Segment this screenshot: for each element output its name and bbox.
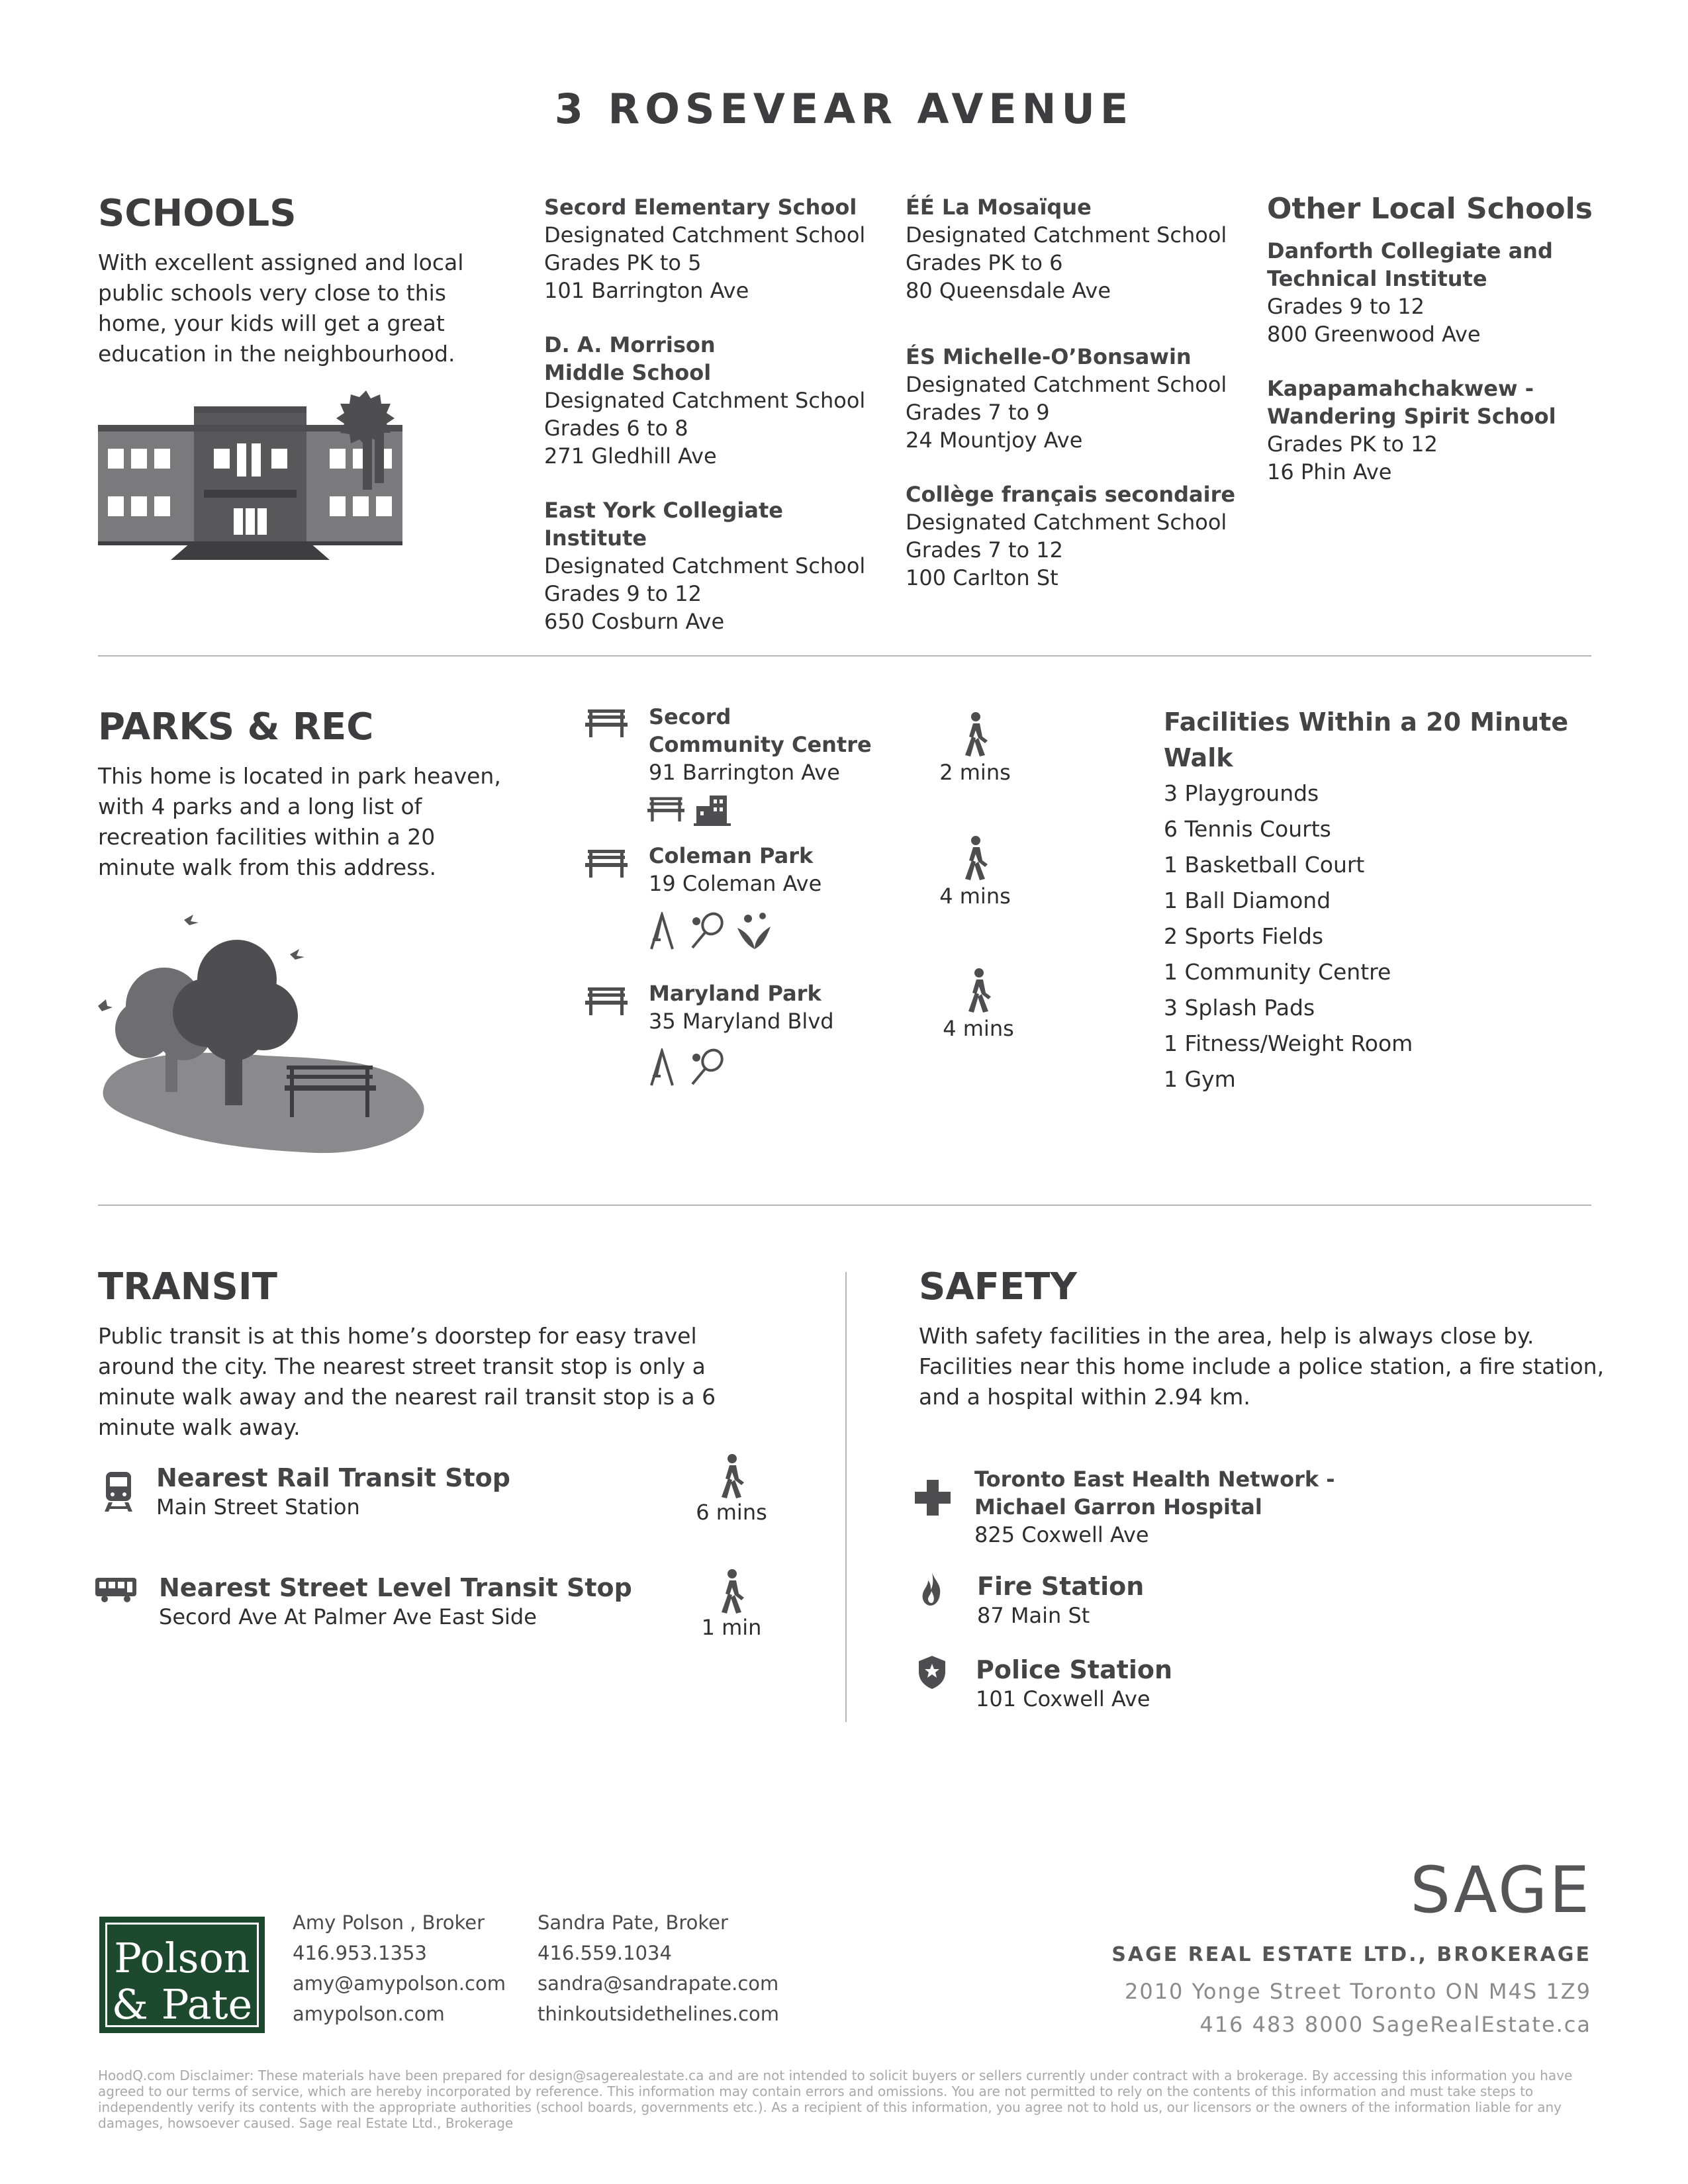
safety-intro: With safety facilities in the area, help is always close by. Facilities near this home include a police station, a fire station, and a hospital within 2.94 km.: [919, 1323, 1605, 1410]
bench-icon: [585, 985, 628, 1017]
tennis-icon: [688, 912, 726, 950]
hospital: [974, 1465, 1504, 1549]
agent-email[interactable]: sandra@sandrapate.com: [538, 1972, 779, 1995]
rail-stop-label: Nearest Rail Transit Stop: [156, 1463, 510, 1492]
brokerage-address: 2010 Yonge Street Toronto ON M4S 1Z9: [1124, 1979, 1591, 2004]
section-divider: [98, 1205, 1591, 1206]
walking-person-icon: [960, 711, 990, 758]
agent-sandra: [538, 1907, 802, 2029]
facility-item: 3 Splash Pads: [1164, 995, 1315, 1021]
logo-line: & Pate: [111, 1980, 253, 2028]
school-name: Middle School: [544, 360, 712, 385]
police-station: [976, 1655, 1439, 1713]
school-address: 16 Phin Ave: [1267, 459, 1392, 484]
school-entry: [1267, 375, 1611, 486]
agent-phone[interactable]: 416.559.1034: [538, 1942, 672, 1964]
fire-station: [977, 1571, 1440, 1629]
walk-time: 6 mins: [696, 1500, 767, 1525]
school-entry: [1267, 237, 1611, 348]
hospital-cross-icon: [915, 1480, 951, 1516]
facility-item: 2 Sports Fields: [1164, 923, 1324, 949]
agent-email[interactable]: amy@amypolson.com: [293, 1972, 506, 1995]
school-grades: Grades 9 to 12: [1267, 294, 1425, 319]
agent-website[interactable]: thinkoutsidethelines.com: [538, 2003, 780, 2025]
hospital-name: Michael Garron Hospital: [974, 1494, 1262, 1520]
swing-icon: [647, 1048, 679, 1087]
street-stop-name: Secord Ave At Palmer Ave East Side: [159, 1604, 537, 1629]
rail-stop: [156, 1463, 686, 1521]
walk-time: 4 mins: [939, 884, 1011, 909]
school-entry: [544, 331, 888, 470]
school-address: 650 Cosburn Ave: [544, 609, 725, 634]
park-amenity-icons: [647, 912, 774, 950]
fire-station-name: Fire Station: [977, 1572, 1145, 1601]
school-address: 24 Mountjoy Ave: [906, 428, 1083, 453]
walking-person-icon: [716, 1453, 747, 1500]
school-name: Wandering Spirit School: [1267, 404, 1556, 429]
agent-name: Amy Polson , Broker: [293, 1911, 485, 1934]
school-address: 271 Gledhill Ave: [544, 443, 717, 469]
school-grades: Grades 9 to 12: [544, 581, 702, 606]
splash-icon: [735, 912, 774, 950]
agent-name: Sandra Pate, Broker: [538, 1911, 728, 1934]
facility-item: 1 Fitness/Weight Room: [1164, 1030, 1413, 1056]
safety-heading: SAFETY: [919, 1265, 1077, 1308]
school-grades: Grades 7 to 12: [906, 537, 1063, 563]
fire-icon: [921, 1572, 941, 1606]
agent-phone[interactable]: 416.953.1353: [293, 1942, 427, 1964]
park-illustration-icon: [98, 907, 429, 1165]
school-type: Designated Catchment School: [544, 222, 866, 248]
school-address: 101 Barrington Ave: [544, 278, 749, 303]
park-address: 19 Coleman Ave: [649, 871, 822, 896]
school-col-2: [906, 193, 1250, 592]
park-address: 91 Barrington Ave: [649, 760, 840, 785]
hospital-name: Toronto East Health Network -: [974, 1467, 1335, 1492]
column-divider: [845, 1272, 847, 1722]
park-name: Community Centre: [649, 732, 872, 757]
hospital-address: 825 Coxwell Ave: [974, 1522, 1149, 1547]
bench-icon: [585, 847, 628, 879]
schools-heading: SCHOOLS: [98, 192, 297, 235]
school-name: East York Collegiate Institute: [544, 498, 783, 551]
parks-intro: This home is located in park heaven, with 4 parks and a long list of recreation facilities within a 20 minute walk from this address.: [98, 763, 501, 880]
section-divider: [98, 655, 1591, 657]
police-station-name: Police Station: [976, 1655, 1173, 1684]
school-entry: [906, 343, 1250, 454]
school-type: Designated Catchment School: [906, 372, 1227, 397]
school-building-icon: [98, 390, 436, 563]
parks-heading: PARKS & REC: [98, 705, 374, 749]
school-entry: [906, 480, 1250, 592]
facility-item: 6 Tennis Courts: [1164, 816, 1331, 842]
facility-item: 1 Gym: [1164, 1066, 1236, 1092]
facility-item: 1 Basketball Court: [1164, 852, 1365, 878]
school-entry: [906, 193, 1250, 304]
rail-stop-name: Main Street Station: [156, 1494, 360, 1520]
park-address: 35 Maryland Blvd: [649, 1009, 834, 1034]
facility-item: 3 Playgrounds: [1164, 780, 1319, 806]
park-item: [649, 842, 900, 897]
swing-icon: [647, 912, 679, 950]
brokerage-name: SAGE REAL ESTATE LTD., BROKERAGE: [1111, 1943, 1591, 1966]
tennis-icon: [688, 1048, 726, 1087]
train-icon: [103, 1469, 134, 1513]
street-stop: [159, 1572, 728, 1631]
school-name: D. A. Morrison: [544, 332, 716, 357]
school-grades: Grades PK to 5: [544, 250, 702, 275]
park-name: Secord: [649, 704, 731, 729]
transit-intro: Public transit is at this home’s doorstep for easy travel around the city. The nearest street transit stop is only a minute walk away and the nearest rail transit stop is a 6 minute walk away.: [98, 1323, 716, 1440]
school-col-1: [544, 193, 888, 635]
sage-logo: SAGE: [1410, 1853, 1591, 1927]
facilities-list: [1164, 704, 1627, 1097]
school-type: Designated Catchment School: [544, 553, 866, 578]
park-name: Maryland Park: [649, 981, 821, 1006]
walk-time: 1 min: [701, 1615, 762, 1640]
park-amenity-icons: [647, 1048, 726, 1087]
walk-time: 4 mins: [943, 1016, 1014, 1041]
building-icon: [694, 794, 731, 826]
transit-heading: TRANSIT: [98, 1265, 277, 1308]
school-name: ÉÉ La Mosaïque: [906, 195, 1092, 220]
agent-amy: [293, 1907, 518, 2029]
other-schools-list: [1267, 237, 1611, 486]
street-stop-label: Nearest Street Level Transit Stop: [159, 1573, 632, 1602]
walk-time: 2 mins: [939, 760, 1011, 785]
facilities-heading: Facilities Within a 20 Minute Walk: [1164, 707, 1569, 772]
school-name: Technical Institute: [1267, 266, 1487, 291]
park-item: [649, 703, 900, 786]
page-title: 3 ROSEVEAR AVENUE: [554, 85, 1134, 133]
park-item: [649, 979, 900, 1035]
brokerage-contact[interactable]: 416 483 8000 SageRealEstate.ca: [1199, 2012, 1591, 2037]
park-name: Coleman Park: [649, 843, 814, 868]
polson-pate-logo: [99, 1917, 265, 2033]
school-address: 100 Carlton St: [906, 565, 1058, 590]
school-name: Danforth Collegiate and: [1267, 238, 1553, 263]
disclaimer: HoodQ.com Disclaimer: These materials have been prepared for design@sagerealestate.ca and are not intended to solicit buyers or sellers currently under contract with a brokerage. By accessing this information you have agreed to our terms of service, which are hereby incorporated by reference. This information may contain errors and omissions. You are not permitted to rely on the contents of this information and must take steps to independently verify its contents with the appropriate authorities (school boards, governments etc.). As a recipient of this information, you agree not to hold us, our licensors or the owners of the information liable for any damages, howsoever caused. Sage real Estate Ltd., Brokerage: [98, 2068, 1573, 2131]
facility-item: 1 Ball Diamond: [1164, 887, 1331, 913]
police-station-address: 101 Coxwell Ave: [976, 1686, 1150, 1711]
school-grades: Grades 7 to 9: [906, 400, 1050, 425]
school-name: ÉS Michelle-O’Bonsawin: [906, 344, 1192, 369]
school-type: Designated Catchment School: [906, 510, 1227, 535]
park-amenity-icons: [647, 794, 731, 826]
bench-icon: [585, 707, 628, 739]
schools-intro: With excellent assigned and local public schools very close to this home, your kids will get a great education in the neighbourhood.: [98, 250, 464, 367]
school-address: 80 Queensdale Ave: [906, 278, 1111, 303]
school-type: Designated Catchment School: [544, 388, 866, 413]
walking-person-icon: [963, 968, 994, 1014]
school-grades: Grades 6 to 8: [544, 416, 688, 441]
walking-person-icon: [716, 1569, 747, 1615]
school-grades: Grades PK to 6: [906, 250, 1063, 275]
school-name: Kapapamahchakwew -: [1267, 376, 1534, 401]
agent-website[interactable]: amypolson.com: [293, 2003, 445, 2025]
facility-item: 1 Community Centre: [1164, 959, 1391, 985]
bench-icon: [647, 794, 684, 823]
walking-person-icon: [960, 835, 990, 882]
school-address: 800 Greenwood Ave: [1267, 322, 1481, 347]
logo-line: Polson: [114, 1934, 250, 1982]
school-type: Designated Catchment School: [906, 222, 1227, 248]
school-entry: [544, 496, 888, 635]
school-entry: [544, 193, 888, 304]
school-grades: Grades PK to 12: [1267, 432, 1438, 457]
school-name: Collège français secondaire: [906, 482, 1236, 507]
school-name: Secord Elementary School: [544, 195, 857, 220]
fire-station-address: 87 Main St: [977, 1603, 1090, 1628]
other-schools-heading: Other Local Schools: [1267, 192, 1593, 226]
bus-icon: [95, 1576, 136, 1603]
police-badge-icon: [919, 1656, 945, 1689]
